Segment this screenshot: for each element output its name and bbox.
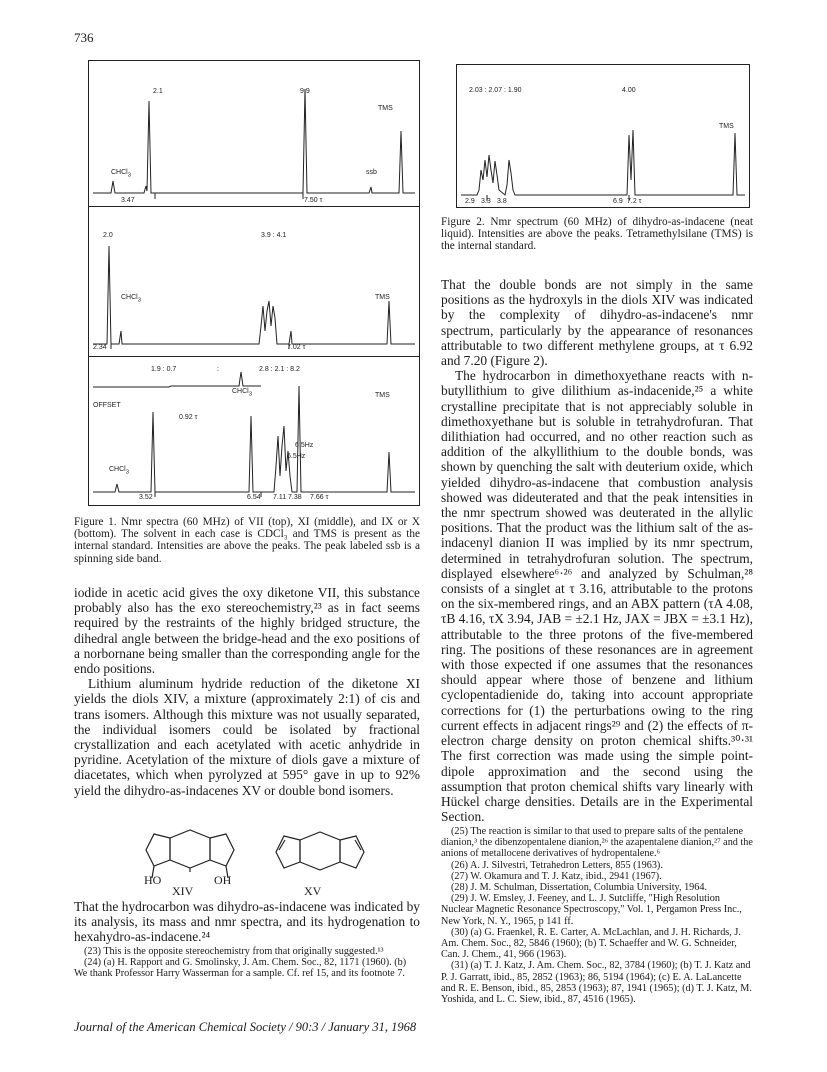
peak-position: 7.38 bbox=[288, 494, 302, 501]
peak-intensity: 1.9 : 0.7 bbox=[151, 366, 177, 373]
figure2-spectrum bbox=[456, 64, 750, 208]
structure-label: OH bbox=[214, 873, 232, 887]
spectrum-middle bbox=[89, 206, 419, 357]
tms-label: TMS bbox=[375, 294, 390, 301]
peak-intensity: 9.9 bbox=[300, 88, 310, 95]
figure1-spectra bbox=[88, 60, 420, 506]
peak-position: 7.11 bbox=[273, 494, 287, 501]
reference: (31) (a) T. J. Katz, J. Am. Chem. Soc., 82, 3784 (1960); (b) T. J. Katz and P. J. Garratt, ibid., 85, 2852 (1963); 86, 5194 (1964); (c) E. A. LaLancette and R. E. Benson, ibid., 85, 2853 (1963); 87, 1941 (1965); (d) T. J. Katz, M. Yoshida, and L. C. Siew, ibid., 87, 4516 (1965). bbox=[441, 960, 752, 1006]
peak-position: 3.52 bbox=[139, 494, 153, 501]
left-references bbox=[74, 946, 420, 980]
spectrum-bottom-trace bbox=[89, 356, 419, 505]
peak-position: 6.9 bbox=[613, 198, 623, 205]
peak-position: 7.66 τ bbox=[310, 494, 329, 501]
chcl3-label: CHCl$_3$ bbox=[121, 294, 141, 304]
peak-position: 2.9 bbox=[465, 198, 475, 205]
peak-intensity: 2.1 bbox=[153, 88, 163, 95]
figure2-caption: Figure 2. Nmr spectrum (60 MHz) of dihydro-as-indacene (neat liquid). Intensities are above the peaks. Tetramethylsilane (TMS) is the internal standard. bbox=[441, 216, 753, 253]
peak-position: 0.92 τ bbox=[179, 414, 198, 421]
reference: (23) This is the opposite stereochemistry from that originally suggested.¹³ bbox=[84, 946, 384, 957]
page-number: 736 bbox=[74, 30, 94, 45]
reference: (30) (a) G. Fraenkel, R. E. Carter, A. McLachlan, and J. H. Richards, J. Am. Chem. Soc., 82, 5846 (1960); (b) T. Schaeffer and W. G. Schneider, Can. J. Chem., 41, 966 (1963). bbox=[441, 926, 741, 961]
left-column-text bbox=[74, 585, 420, 798]
peak-intensity: 2.8 : 2.1 : 8.2 bbox=[259, 366, 300, 373]
reference: (26) A. J. Silvestri, Tetrahedron Letters, 855 (1963). bbox=[451, 859, 663, 871]
reference: (27) W. Okamura and T. J. Katz, ibid., 2941 (1967). bbox=[451, 870, 662, 882]
tms-label: TMS bbox=[378, 105, 393, 112]
structure-label: HO bbox=[144, 873, 162, 887]
peak-position: 3.47 bbox=[121, 197, 135, 204]
spectrum-bottom bbox=[89, 356, 419, 505]
reference: (24) (a) H. Rapport and G. Smolinsky, J. Am. Chem. Soc., 82, 1171 (1960). (b) We thank Professor Harry Wasserman for a sample. Cf. ref 15, and its footnote 7. bbox=[74, 957, 407, 980]
structure-label: XV bbox=[304, 884, 322, 898]
structure-xv bbox=[276, 832, 364, 870]
reference: (28) J. M. Schulman, Dissertation, Columbia University, 1964. bbox=[451, 882, 707, 894]
coupling-label: 6.5Hz bbox=[287, 453, 306, 460]
paragraph: iodide in acetic acid gives the oxy diketone VII, this substance probably also has the exo stereochemistry,²³ as in fact seems required by the restraints of the highly bridged structure, the dihedral angle between the bridge-head and the exo positions of a norbornane being smaller than the corresponding angle for the endo positions. bbox=[74, 585, 420, 677]
paragraph: That the double bonds are not simply in the same positions as the hydroxyls in the diols XIV was indicated by the complexity of dihydro-as-indacene's nmr spectrum, particularly by the appearance of resonances attributable to two different methylene groups, at τ 6.92 and 7.20 (Figure 2). bbox=[441, 277, 753, 369]
peak-position: 7.2 τ bbox=[627, 198, 642, 205]
coupling-label: 6.5Hz bbox=[295, 442, 314, 449]
reference: (29) J. W. Emsley, J. Feeney, and L. J. Sutcliffe, "High Resolution Nuclear Magnetic Resonance Spectroscopy," Vol. 1, Pergamon Press Inc., New York, N. Y., 1965, p 141 ff. bbox=[441, 893, 742, 927]
peak-position: 3.3 bbox=[481, 198, 491, 205]
journal-footer: Journal of the American Chemical Society / 90:3 / January 31, 1968 bbox=[74, 1020, 417, 1034]
structure-label: XIV bbox=[172, 884, 194, 898]
paragraph: Lithium aluminum hydride reduction of the diketone XI yields the diols XIV, a mixture (approximately 2:1) of cis and trans isomers. Although this mixture was not usually separated, the individual isomers could be isolated by fractional crystallization and each acetylated with acetic anhydride in pyridine. Acetylation of the mixture of diols gave a mixture of diacetates, which when pyrolyzed at 595° gave in up to 92% yield the dihydro-as-indacenes XV or double bond isomers. bbox=[74, 676, 420, 798]
peak-intensity: 2.03 : 2.07 : 1.90 bbox=[469, 87, 522, 94]
ssb-label: ssb bbox=[366, 169, 377, 176]
peak-position: 3.8 bbox=[497, 198, 507, 205]
spectrum-top bbox=[89, 61, 419, 207]
reference: (25) The reaction is similar to that used to prepare salts of the pentalene dianion,³ the dibenzopentalene dianion,²⁶ the azapentalene dianion,²⁷ and the anions of metallocene derivatives of hydropentalene.⁶ bbox=[441, 826, 753, 860]
peak-intensity: 3.9 : 4.1 bbox=[261, 232, 287, 239]
structure-xiv bbox=[146, 830, 234, 878]
chcl3-label: CHCl$_3$ bbox=[232, 388, 252, 398]
peak-intensity: 4.00 bbox=[622, 87, 636, 94]
tms-label: TMS bbox=[375, 392, 390, 399]
spectrum-middle-trace bbox=[89, 206, 419, 356]
spectrum-top-trace bbox=[89, 61, 419, 206]
paragraph: The hydrocarbon in dimethoxyethane reacts with n-butyllithium to give dilithium as-indacenide,²⁵ a white crystalline precipitate that is not appreciably soluble in dimethoxyethane but is soluble in tetrahydrofuran. That dilithiation had occurred, and no other reaction such as addition of the alkyllithium to the double bonds, was shown by quenching the salt with deuterium oxide, which yielded dihydro-as-indacene that combustion analysis showed was dideuterated and that the peak intensities in the nmr spectrum showed was deuterated in the allylic positions. That the product was the lithium salt of the as-indacenyl dianion II was implied by its nmr spectrum, determined in tetrahydrofuran solution. The spectrum, displayed elsewhere⁶·²⁶ and analyzed by Schulman,²⁸ consists of a singlet at τ 3.16, attributable to the protons on the six-membered rings, and an ABX pattern (τA 4.08, τB 4.16, τX 3.94, JAB = ±2.1 Hz, JAX = JBX = ±3.1 Hz), attributable to the three protons of the five-membered ring. The positions of these resonances are in agreement with those expected if one assumes that the resonances should appear where those of benzene and lithium cyclopentadienide do, taking into account appropriate corrections for (1) the perturbations owing to the ring current effects in adjacent rings²⁹ and (2) the effects of π-electron charge density on proton chemical shifts.³⁰·³¹ The first correction was made using the simple point-dipole approximation and the second using the assumption that proton chemical shifts vary linearly with Hückel charge densities. Details are in the Experimental Section. bbox=[441, 368, 753, 825]
peak-position: 7.02 τ bbox=[287, 344, 306, 351]
right-column-text bbox=[441, 277, 753, 824]
peak-intensity: 2.0 bbox=[103, 232, 113, 239]
chcl3-label: CHCl$_3$ bbox=[111, 169, 131, 179]
offset-label: OFFSET bbox=[93, 402, 121, 409]
left-column-text-2 bbox=[74, 899, 420, 945]
peak-position: 6.54 bbox=[247, 494, 261, 501]
tms-label: TMS bbox=[719, 123, 734, 130]
figure1-caption: Figure 1. Nmr spectra (60 MHz) of VII (top), XI (middle), and IX or X (bottom). The solvent in each case is CDCl₃ and TMS is present as the internal standard. Intensities are above the peaks. The peak labeled ssb is a spinning side band. bbox=[74, 516, 420, 565]
peak-intensity: : bbox=[217, 366, 219, 373]
chcl3-label: CHCl$_3$ bbox=[109, 466, 129, 476]
right-references bbox=[441, 826, 753, 1005]
peak-position: 2.34 bbox=[93, 344, 107, 351]
peak-position: 7.50 τ bbox=[304, 197, 323, 204]
paragraph: That the hydrocarbon was dihydro-as-indacene was indicated by its analysis, its mass and nmr spectra, and its hydrogenation to hexahydro-as-indacene.²⁴ bbox=[74, 899, 420, 945]
